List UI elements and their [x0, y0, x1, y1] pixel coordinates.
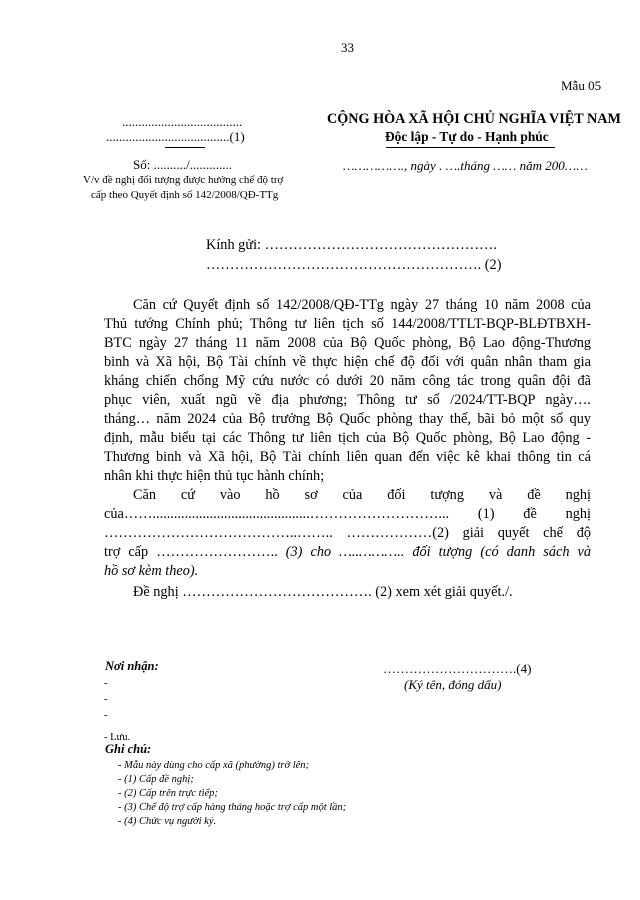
note-item: - (2) Cấp trên trực tiếp;	[118, 788, 218, 799]
issuer-underline	[165, 147, 205, 148]
recipient-item: -	[104, 694, 108, 705]
note-item: - Mẫu này dùng cho cấp xã (phường) trở lên;	[118, 760, 310, 771]
body-paragraph-1-line: tháng… năm 2024 của Bộ trưởng Bộ Quốc phòng thay thế, bãi bỏ một số quy	[104, 411, 591, 427]
page-number: 33	[341, 40, 354, 55]
subject-line-2: cấp theo Quyết định số 142/2008/QĐ-TTg	[91, 189, 279, 201]
recipient-item: -	[104, 710, 108, 721]
attachment-note: (3) cho …..……….. đối tượng (có danh sách và	[285, 544, 591, 560]
recipient-item: - Lưu.	[104, 732, 131, 743]
body-paragraph-1-last-line: nhân khi thực hiện thủ tục hành chính;	[104, 468, 325, 484]
date-line: ……………., ngày . ….tháng …… năm 200……	[343, 158, 588, 173]
body-paragraph-1-line: phục viên, xuất ngũ về địa phương; Thông tư số /2024/TT-BQP ngày….	[104, 392, 591, 408]
body-paragraph-2-last-line: hồ sơ kèm theo).	[104, 563, 199, 579]
body-paragraph-2-line: của……............................................………………………... (1) đề nghị	[104, 506, 591, 522]
body-paragraph-1-line: Thương binh và Xã hội, Bộ Tài chính liên quan đến việc kê khai thông tin cá	[104, 449, 591, 465]
note-item: - (1) Cấp đề nghị;	[118, 774, 194, 785]
body-paragraph-1-line: Căn cứ Quyết định số 142/2008/QĐ-TTg ngày 27 tháng 10 năm 2008 của	[133, 297, 591, 313]
recipient-item: -	[104, 678, 108, 689]
national-motto: Độc lập - Tự do - Hạnh phúc	[385, 129, 549, 144]
body-paragraph-1-line: binh và Xã hội, Bộ Tài chính về thực hiện chế độ đối với quân nhân tham gia	[104, 354, 591, 370]
document-number: Số: ........../.............	[133, 157, 232, 172]
subject-line-1: V/v đề nghị đối tượng được hưởng chế độ trợ	[83, 174, 284, 186]
body-paragraph-1-line: kháng chiến chống Mỹ cứu nước có dưới 20 năm công tác trong quân đội đã	[104, 373, 591, 389]
recipient-line-1: Kính gửi: ………………………………………….	[206, 237, 497, 253]
body-paragraph-2-line: trợ cấp …………………….. (3) cho …..……….. đối tượng (có danh sách và	[104, 544, 591, 560]
issuer-line-1: .....................................	[122, 114, 243, 129]
body-paragraph-1-line: định, mẫu biểu tại các Thông tư liên tịch của Bộ Quốc phòng, Bộ Lao động -	[104, 430, 591, 446]
signature-note: (Ký tên, đóng dấu)	[404, 677, 502, 692]
notes-title: Ghi chú:	[105, 742, 152, 756]
country-name: CỘNG HÒA XÃ HỘI CHỦ NGHĨA VIỆT NAM	[327, 111, 621, 127]
signer-title: ………………………….(4)	[383, 661, 532, 676]
body-paragraph-1-line: BTC ngày 27 tháng 11 năm 2008 của Bộ Quốc phòng, Bộ Lao động-Thương	[104, 335, 591, 351]
body-paragraph-2-line: Căn cứ vào hồ sơ của đối tượng và đề nghị	[133, 487, 591, 503]
note-item: - (4) Chức vụ người ký.	[118, 816, 217, 827]
body-paragraph-3: Đề nghị …………………………………. (2) xem xét giải quyết./.	[133, 584, 513, 600]
motto-underline	[386, 147, 555, 148]
body-paragraph-2-line: …………………………………..…….. ………………(2) giải quyết chế độ	[104, 525, 591, 541]
form-code: Mẫu 05	[561, 78, 602, 93]
recipient-line-2: …………………………………………………. (2)	[206, 257, 502, 273]
note-item: - (3) Chế độ trợ cấp hàng tháng hoặc trợ cấp một lần;	[118, 802, 347, 813]
body-paragraph-1-line: Thủ tướng Chính phủ; Thông tư liên tịch số 144/2008/TTLT-BQP-BLĐTBXH-	[104, 316, 591, 332]
recipients-title: Nơi nhận:	[105, 659, 159, 673]
issuer-line-2: ......................................(1)	[106, 129, 245, 144]
